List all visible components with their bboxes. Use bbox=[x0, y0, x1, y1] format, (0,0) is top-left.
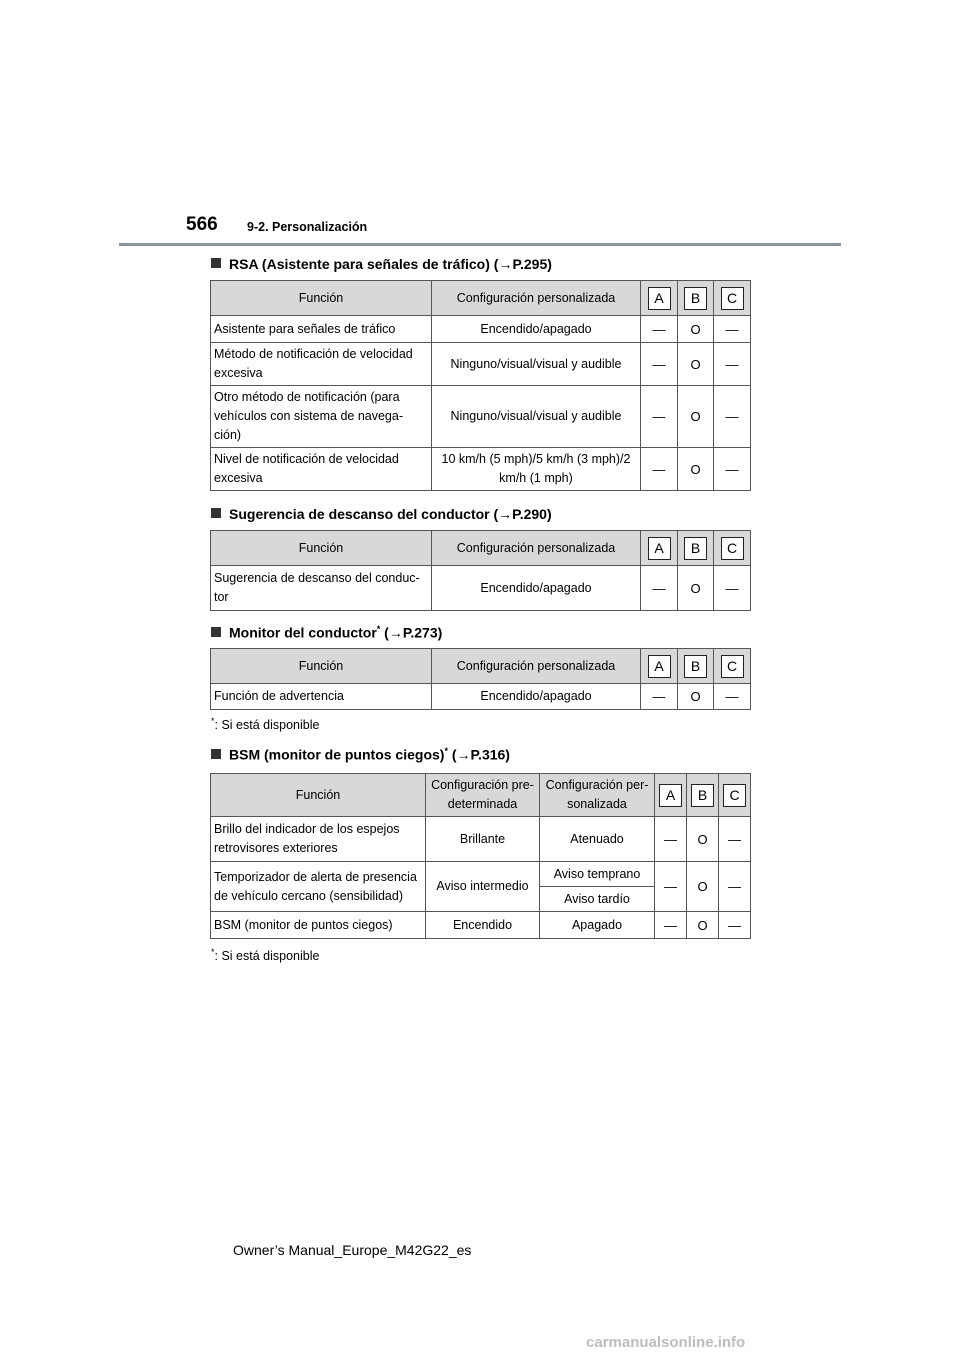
cell-a: — bbox=[655, 817, 687, 862]
table-row bbox=[211, 316, 751, 343]
boxed-c-label: C bbox=[723, 784, 746, 807]
cell-function: BSM (monitor de puntos ciegos) bbox=[211, 912, 426, 939]
col-header-default-setting: Configuración pre-determinada bbox=[426, 774, 540, 817]
asterisk-mark: * bbox=[376, 624, 381, 634]
cell-default: Brillante bbox=[426, 817, 540, 862]
heading-monitor-ref: (→P.273) bbox=[380, 624, 443, 641]
table-header-row bbox=[211, 281, 751, 316]
col-header-a bbox=[641, 281, 678, 316]
table-header-row bbox=[211, 774, 751, 817]
cell-function: Brillo del indicador de los espejos retrovisores exteriores bbox=[211, 817, 426, 862]
cell-a: — bbox=[641, 448, 678, 491]
watermark-text: carmanualsonline.info bbox=[586, 1334, 746, 1351]
page-number: 566 bbox=[186, 214, 218, 235]
cell-setting: Encendido/apagado bbox=[432, 316, 641, 343]
cell-c: — bbox=[714, 343, 751, 386]
square-bullet-icon bbox=[211, 508, 221, 518]
cell-c: — bbox=[714, 316, 751, 343]
footer-manual-id: Owner’s Manual_Europe_M42G22_es bbox=[233, 1242, 472, 1258]
col-header-c bbox=[714, 281, 751, 316]
heading-bsm-text: BSM (monitor de puntos ciegos) bbox=[229, 746, 445, 763]
cell-function: Método de notificación de velocidad excesiva bbox=[211, 343, 432, 386]
cell-custom: Aviso tardío bbox=[540, 887, 655, 912]
table-row bbox=[211, 343, 751, 386]
heading-rsa bbox=[211, 256, 552, 272]
col-header-function: Función bbox=[211, 774, 426, 817]
cell-c: — bbox=[719, 862, 751, 912]
col-header-b bbox=[678, 649, 714, 684]
boxed-c-label: C bbox=[721, 537, 744, 560]
heading-driver-monitor bbox=[211, 624, 442, 641]
cell-setting: Encendido/apagado bbox=[432, 566, 641, 611]
cell-function: Otro método de notificación (para vehículos con sistema de navega-ción) bbox=[211, 386, 432, 448]
cell-function: Función de advertencia bbox=[211, 684, 432, 710]
footnote-bsm bbox=[211, 947, 319, 963]
cell-function: Sugerencia de descanso del conduc-tor bbox=[211, 566, 432, 611]
cell-setting: Encendido/apagado bbox=[432, 684, 641, 710]
col-header-a bbox=[641, 649, 678, 684]
table-rsa bbox=[210, 280, 751, 491]
footnote-text: : Si está disponible bbox=[214, 718, 320, 733]
boxed-b-label: B bbox=[684, 537, 707, 560]
cell-a: — bbox=[641, 343, 678, 386]
col-header-function: Función bbox=[211, 531, 432, 566]
cell-b: O bbox=[678, 316, 714, 343]
col-header-a bbox=[655, 774, 687, 817]
cell-function: Asistente para señales de tráfico bbox=[211, 316, 432, 343]
col-header-b bbox=[678, 531, 714, 566]
table-row bbox=[211, 862, 751, 887]
col-header-function: Función bbox=[211, 649, 432, 684]
heading-bsm bbox=[211, 746, 510, 763]
square-bullet-icon bbox=[211, 749, 221, 759]
col-header-function: Función bbox=[211, 281, 432, 316]
heading-bsm-ref: (→P.316) bbox=[447, 746, 510, 763]
col-header-custom-setting: Configuración per-sonalizada bbox=[540, 774, 655, 817]
boxed-a-label: A bbox=[648, 537, 671, 560]
cell-b: O bbox=[678, 386, 714, 448]
cell-c: — bbox=[714, 566, 751, 611]
heading-monitor-text: Monitor del conductor bbox=[229, 624, 377, 641]
footnote-mark: * bbox=[211, 947, 215, 957]
table-row bbox=[211, 386, 751, 448]
col-header-custom-setting: Configuración personalizada bbox=[432, 281, 641, 316]
cell-setting: Ninguno/visual/visual y audible bbox=[432, 343, 641, 386]
cell-a: — bbox=[641, 684, 678, 710]
cell-custom: Apagado bbox=[540, 912, 655, 939]
cell-a: — bbox=[655, 862, 687, 912]
table-row bbox=[211, 912, 751, 939]
table-bsm bbox=[210, 773, 751, 939]
table-header-row bbox=[211, 531, 751, 566]
footnote-mark: * bbox=[211, 716, 215, 726]
cell-b: O bbox=[678, 448, 714, 491]
footnote-monitor bbox=[211, 716, 319, 732]
cell-setting: 10 km/h (5 mph)/5 km/h (3 mph)/2 km/h (1 mph) bbox=[432, 448, 641, 491]
heading-rsa-text: RSA (Asistente para señales de tráfico) (→P.295) bbox=[229, 256, 552, 272]
boxed-a-label: A bbox=[648, 655, 671, 678]
cell-default: Aviso intermedio bbox=[426, 862, 540, 912]
boxed-c-label: C bbox=[721, 655, 744, 678]
col-header-custom-setting: Configuración personalizada bbox=[432, 531, 641, 566]
table-row bbox=[211, 566, 751, 611]
cell-c: — bbox=[714, 684, 751, 710]
cell-a: — bbox=[641, 316, 678, 343]
heading-rest-suggestion bbox=[211, 506, 552, 522]
cell-c: — bbox=[714, 386, 751, 448]
col-header-a bbox=[641, 531, 678, 566]
cell-b: O bbox=[678, 566, 714, 611]
col-header-c bbox=[719, 774, 751, 817]
cell-c: — bbox=[719, 817, 751, 862]
table-row bbox=[211, 448, 751, 491]
cell-c: — bbox=[719, 912, 751, 939]
table-rest-suggestion bbox=[210, 530, 751, 611]
table-row bbox=[211, 684, 751, 710]
col-header-custom-setting: Configuración personalizada bbox=[432, 649, 641, 684]
boxed-a-label: A bbox=[659, 784, 682, 807]
col-header-c bbox=[714, 531, 751, 566]
col-header-c bbox=[714, 649, 751, 684]
cell-a: — bbox=[641, 386, 678, 448]
cell-a: — bbox=[641, 566, 678, 611]
cell-b: O bbox=[687, 862, 719, 912]
footnote-text: : Si está disponible bbox=[214, 949, 320, 964]
boxed-b-label: B bbox=[684, 655, 707, 678]
square-bullet-icon bbox=[211, 627, 221, 637]
cell-function: Nivel de notificación de velocidad excesiva bbox=[211, 448, 432, 491]
cell-default: Encendido bbox=[426, 912, 540, 939]
header-rule bbox=[119, 243, 841, 246]
asterisk-mark: * bbox=[444, 746, 448, 756]
boxed-a-label: A bbox=[648, 287, 671, 310]
cell-a: — bbox=[655, 912, 687, 939]
section-title: 9-2. Personalización bbox=[247, 220, 368, 234]
cell-function: Temporizador de alerta de presencia de vehículo cercano (sensibilidad) bbox=[211, 862, 426, 912]
cell-b: O bbox=[678, 343, 714, 386]
square-bullet-icon bbox=[211, 258, 221, 268]
cell-b: O bbox=[687, 817, 719, 862]
table-header-row bbox=[211, 649, 751, 684]
col-header-b bbox=[687, 774, 719, 817]
cell-b: O bbox=[687, 912, 719, 939]
boxed-c-label: C bbox=[721, 287, 744, 310]
cell-setting: Ninguno/visual/visual y audible bbox=[432, 386, 641, 448]
heading-rest-text: Sugerencia de descanso del conductor (→P.290) bbox=[229, 506, 552, 522]
cell-b: O bbox=[678, 684, 714, 710]
boxed-b-label: B bbox=[684, 287, 707, 310]
boxed-b-label: B bbox=[691, 784, 714, 807]
cell-c: — bbox=[714, 448, 751, 491]
col-header-b bbox=[678, 281, 714, 316]
table-driver-monitor bbox=[210, 648, 751, 710]
table-row bbox=[211, 817, 751, 862]
cell-custom: Atenuado bbox=[540, 817, 655, 862]
cell-custom: Aviso temprano bbox=[540, 862, 655, 887]
